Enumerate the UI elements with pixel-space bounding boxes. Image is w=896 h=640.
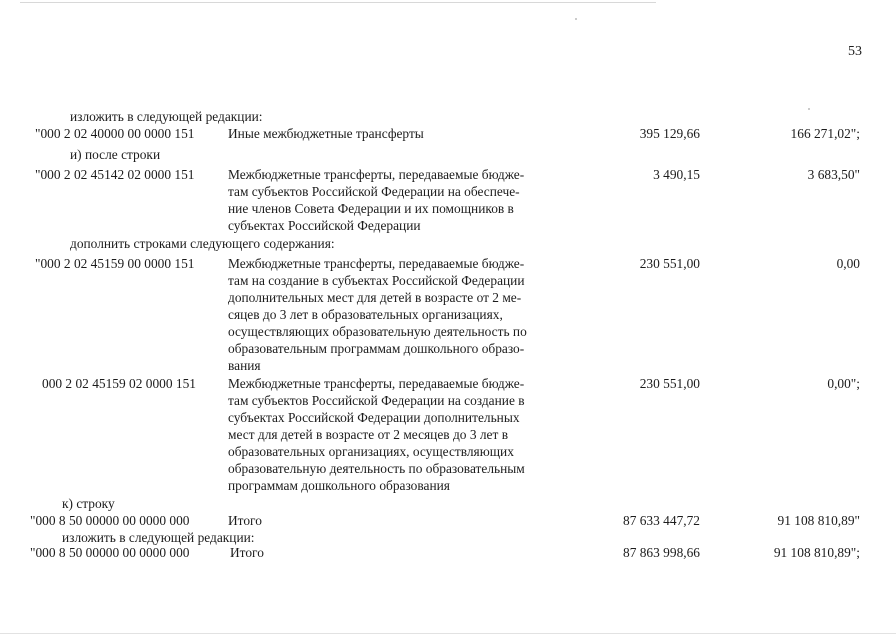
page-number: 53 [848, 44, 862, 59]
row-description: Итого [230, 545, 264, 560]
instruction-line: к) строку [62, 496, 115, 511]
row-description: Иные межбюджетные трансферты [228, 126, 424, 141]
scan-artifact-top [20, 2, 656, 3]
value-year-2: 91 108 810,89"; [773, 545, 860, 560]
instruction-line: изложить в следующей редакции: [70, 109, 263, 124]
value-year-1: 230 551,00 [639, 376, 700, 391]
value-year-2: 0,00 [836, 256, 860, 271]
row-description: Итого [228, 513, 262, 528]
budget-code: "000 2 02 45142 02 0000 151 [35, 167, 195, 182]
value-year-1: 87 633 447,72 [623, 513, 700, 528]
value-year-2: 0,00"; [827, 376, 860, 391]
budget-code: "000 8 50 00000 00 0000 000 [30, 545, 190, 560]
scan-speck [808, 108, 810, 110]
scan-speck [575, 18, 577, 20]
value-year-1: 395 129,66 [639, 126, 700, 141]
row-description: Межбюджетные трансферты, передаваемые бюдже- там на создание в субъектах Российской Федерации дополнительных мест для детей в возрасте от 2 ме- сяцев до 3 лет в образовательных организациях, осуществляющих образовательную деятельность по образовательным программам дошкольного образо- вания [228, 256, 527, 373]
budget-code: "000 8 50 00000 00 0000 000 [30, 513, 190, 528]
row-description: Межбюджетные трансферты, передаваемые бюдже- там субъектов Российской Федерации на обеспече- ние членов Совета Федерации и их помощников в субъектах Российской Федерации [228, 167, 525, 233]
value-year-1: 230 551,00 [639, 256, 700, 271]
row-description: Межбюджетные трансферты, передаваемые бюдже- там субъектов Российской Федерации на создание в субъектах Российской Федерации дополнительных мест для детей в возрасте от 2 месяцев до 3 лет в образовательных организациях, осуществляющих образовательную деятельность по образовательным программам дошкольного образования [228, 376, 525, 493]
value-year-2: 166 271,02"; [790, 126, 860, 141]
value-year-1: 87 863 998,66 [623, 545, 700, 560]
instruction-line: и) после строки [70, 147, 161, 162]
budget-code: "000 2 02 45159 00 0000 151 [35, 256, 195, 271]
budget-code: "000 2 02 40000 00 0000 151 [35, 126, 195, 141]
instruction-line: дополнить строками следующего содержания: [70, 236, 335, 251]
value-year-2: 91 108 810,89" [777, 513, 860, 528]
budget-code: 000 2 02 45159 02 0000 151 [42, 376, 196, 391]
scan-artifact-bottom [0, 633, 896, 634]
value-year-1: 3 490,15 [653, 167, 700, 182]
value-year-2: 3 683,50" [807, 167, 860, 182]
instruction-line: изложить в следующей редакции: [62, 530, 255, 545]
